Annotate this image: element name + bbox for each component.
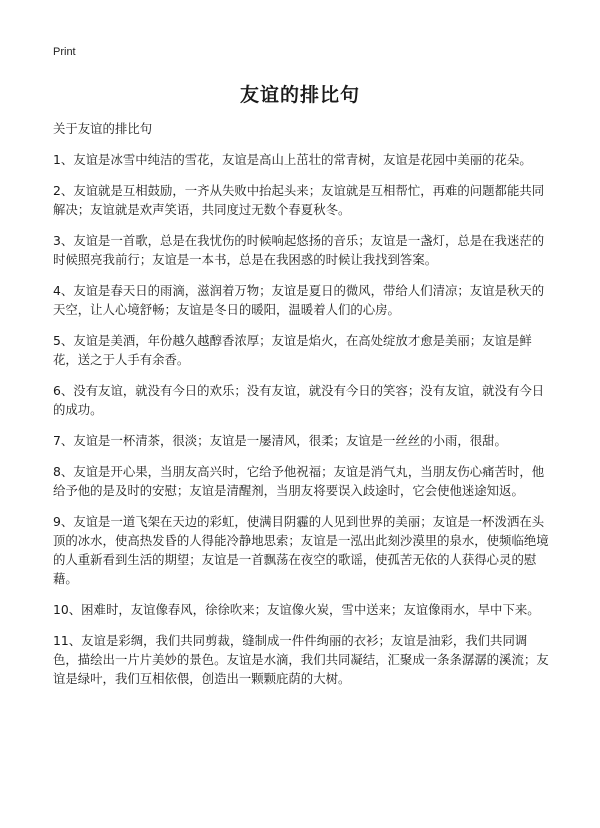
paragraph-11: 11、友谊是彩绸，我们共同剪裁，缝制成一件件绚丽的衣衫；友谊是油彩，我们共同调色，描绘出一片片美妙的景色。友谊是水滴，我们共同凝结，汇聚成一条条潺潺的溪流；友谊是绿叶，我们互相依偎，创造出一颗颗庇荫的大树。: [53, 633, 549, 686]
paragraph-3: 3、友谊是一首歌，总是在我忧伤的时候响起悠扬的音乐；友谊是一盏灯，总是在我迷茫的时候照亮我前行；友谊是一本书，总是在我困惑的时候让我找到答案。: [53, 233, 545, 267]
paragraph-4: 4、友谊是春天日的雨滴，滋润着万物；友谊是夏日的微风，带给人们清凉；友谊是秋天的天空，让人心境舒畅；友谊是冬日的暖阳，温暖着人们的心房。: [53, 283, 545, 317]
page-title: 友谊的排比句: [239, 84, 360, 106]
paragraph-2: 2、友谊就是互相鼓励，一齐从失败中抬起头来；友谊就是互相帮忙，再难的问题都能共同解决；友谊就是欢声笑语，共同度过无数个春夏秋冬。: [53, 183, 545, 217]
paragraph-9: 9、友谊是一道飞架在天边的彩虹，使满目阴霾的人见到世界的美丽；友谊是一杯泼洒在头顶的冰水，使高热发昏的人得能冷静地思索；友谊是一泓出此刻沙漠里的泉水，使频临绝境的人重新看到生活的期望；友谊是一首飘荡在夜空的歌谣，使孤苦无依的人获得心灵的慰藉。: [53, 514, 549, 586]
article-body: [53, 119, 551, 700]
article-subtitle: 关于友谊的排比句: [53, 121, 153, 136]
paragraph-10: 10、困难时，友谊像春风，徐徐吹来；友谊像火炭，雪中送来；友谊像雨水，旱中下来。: [53, 602, 540, 617]
paragraph-7: 7、友谊是一杯清茶，很淡；友谊是一屡清风，很柔；友谊是一丝丝的小雨，很甜。: [53, 433, 507, 448]
paragraph-8: 8、友谊是开心果，当朋友高兴时，它给予他祝福；友谊是消气丸，当朋友伤心痛苦时，他给予他的是及时的安慰；友谊是清醒剂，当朋友将要误入歧途时，它会使他迷途知返。: [53, 464, 545, 498]
paragraph-6: 6、没有友谊，就没有今日的欢乐；没有友谊，就没有今日的笑容；没有友谊，就没有今日的成功。: [53, 383, 545, 417]
print-link[interactable]: Print: [53, 46, 76, 58]
paragraph-1: 1、友谊是冰雪中纯洁的雪花，友谊是高山上茁壮的常青树，友谊是花园中美丽的花朵。: [53, 152, 532, 167]
paragraph-5: 5、友谊是美酒，年份越久越醇香浓厚；友谊是焰火，在高处绽放才愈是美丽；友谊是鲜花，送之于人手有余香。: [53, 333, 532, 367]
